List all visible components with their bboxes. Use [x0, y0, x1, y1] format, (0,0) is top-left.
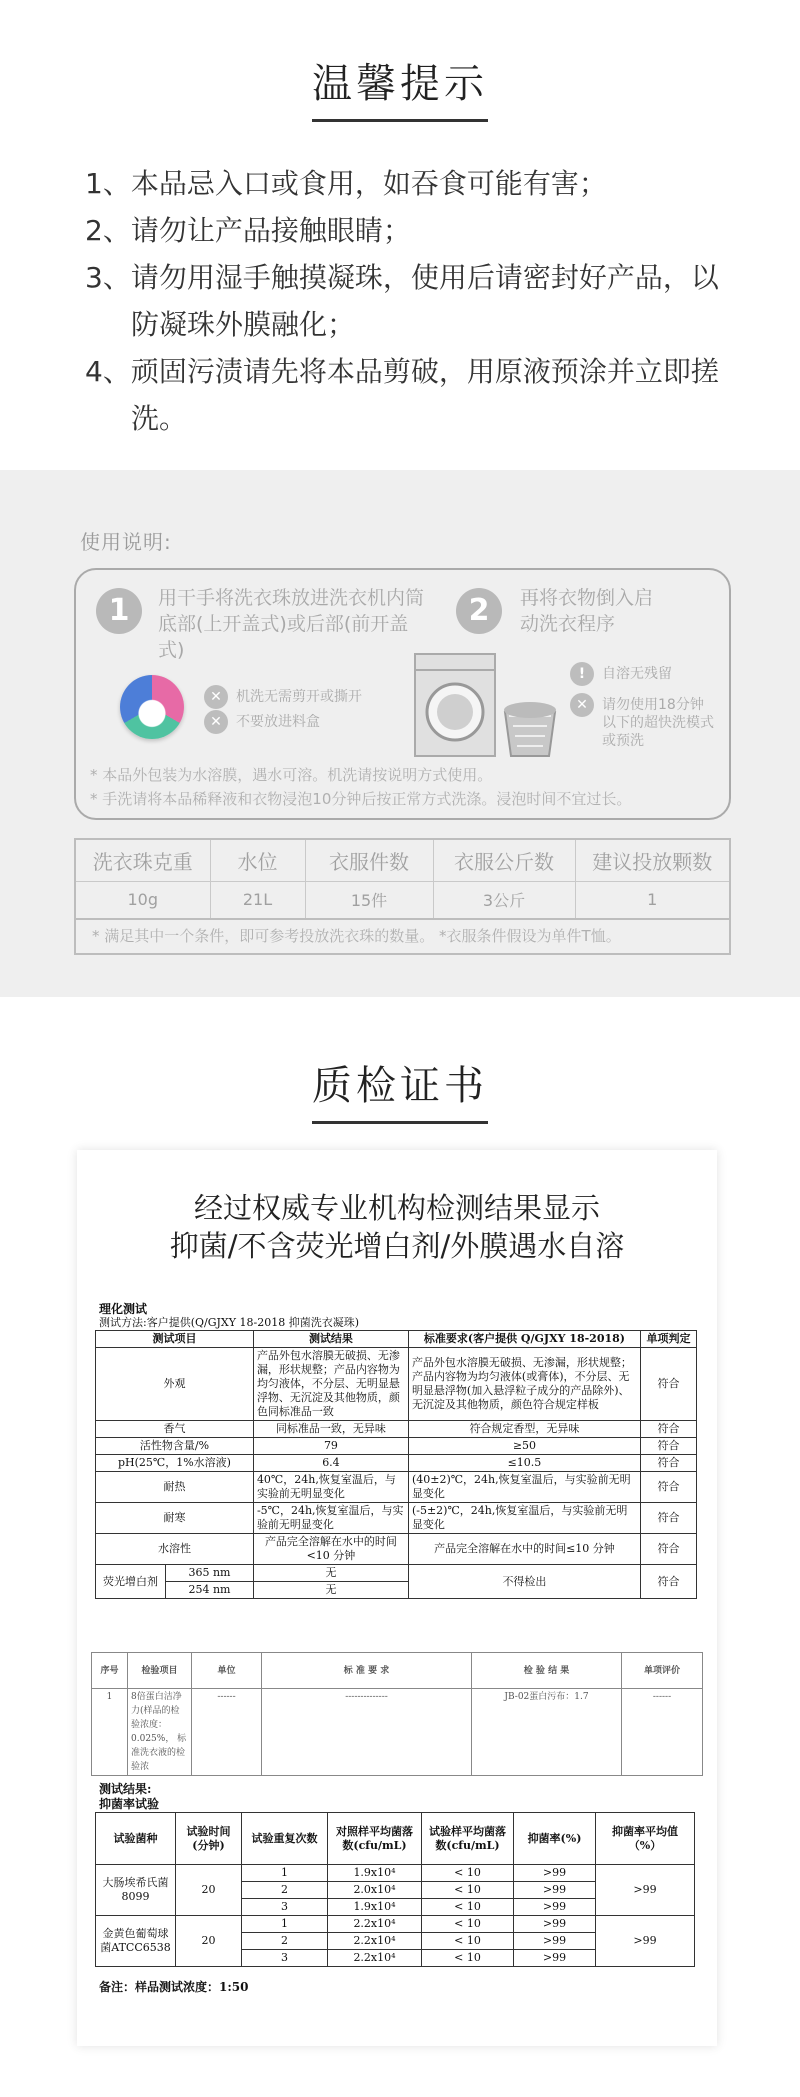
table-cell: 无 — [253, 1565, 408, 1582]
note-no-drawer: 不要放进料盒 — [236, 714, 320, 730]
secondary-report-table — [91, 1652, 703, 1776]
table-cell: 10g — [75, 881, 210, 919]
table-cell: 符合 — [640, 1472, 696, 1503]
tip-item: 1、本品忌入口或食用，如吞食可能有害； — [85, 167, 607, 200]
table-cell: 同标准品一致，无异味 — [253, 1421, 408, 1438]
cert-title: 质检证书 — [0, 1054, 800, 1124]
tips-list — [85, 160, 745, 442]
table-cell: < 10 — [422, 1933, 514, 1950]
table-header: 试验重复次数 — [242, 1813, 328, 1865]
note-no-cut: 机洗无需剪开或撕开 — [236, 689, 362, 705]
antibac-note: 备注：样品测试浓度：1:50 — [99, 1980, 249, 1994]
table-header: 水位 — [210, 839, 305, 881]
table-cell: < 10 — [422, 1882, 514, 1899]
table-cell: 香气 — [96, 1421, 254, 1438]
table-cell: 2.2x10⁴ — [328, 1933, 422, 1950]
table-cell: >99 — [514, 1916, 596, 1933]
table-cell: JB-02蛋白污布：1.7 — [472, 1689, 622, 1776]
table-cell: 大肠埃希氏菌8099 — [96, 1865, 176, 1916]
table-cell: 15件 — [305, 881, 433, 919]
table-cell: 3 — [242, 1950, 328, 1967]
table-cell: 耐热 — [96, 1472, 254, 1503]
table-cell: pH(25℃，1%水溶液) — [96, 1455, 254, 1472]
note-no-quick-wash: 请勿使用18分钟以下的超快洗模式或预洗 — [602, 697, 714, 749]
table-cell: < 10 — [422, 1865, 514, 1882]
table-cell: 2 — [242, 1933, 328, 1950]
table-cell: 79 — [253, 1438, 408, 1455]
physchem-method: 测试方法:客户提供(Q/GJXY 18-2018 抑菌洗衣凝珠) — [99, 1316, 360, 1329]
table-cell: 产品完全溶解在水中的时间≤10 分钟 — [408, 1534, 640, 1565]
table-cell: >99 — [514, 1865, 596, 1882]
note-self-dissolve: 自溶无残留 — [602, 666, 672, 682]
tip-item: 3、请勿用湿手触摸凝珠，使用后请密封好产品，以防凝珠外膜融化； — [85, 261, 719, 341]
table-cell: 365 nm — [166, 1565, 254, 1582]
table-cell: 金黄色葡萄球菌ATCC6538 — [96, 1916, 176, 1967]
table-cell: 2.2x10⁴ — [328, 1916, 422, 1933]
table-header: 测试项目 — [96, 1331, 254, 1348]
table-cell: 3公斤 — [433, 881, 575, 919]
usage-heading: 使用说明: — [80, 530, 172, 554]
table-cell: ------ — [622, 1689, 703, 1776]
table-cell: 1 — [575, 881, 730, 919]
antibac-result-title: 测试结果: — [99, 1782, 152, 1796]
table-cell: 水溶性 — [96, 1534, 254, 1565]
table-cell: 外观 — [96, 1348, 254, 1421]
exclamation-icon: ! — [570, 662, 594, 686]
table-cell: 荧光增白剂 — [96, 1565, 166, 1599]
usage-footnote: * 本品外包装为水溶膜，遇水可溶。机洗请按说明方式使用。 — [90, 766, 493, 784]
table-cell: 耐寒 — [96, 1503, 254, 1534]
table-header: 试验菌种 — [96, 1813, 176, 1865]
table-cell: 1.9x10⁴ — [328, 1899, 422, 1916]
table-header: 试验时间(分钟) — [176, 1813, 242, 1865]
step-2-text: 再将衣物倒入启动洗衣程序 — [520, 587, 654, 635]
table-cell: < 10 — [422, 1899, 514, 1916]
table-cell: 1 — [242, 1865, 328, 1882]
table-header: 测试结果 — [253, 1331, 408, 1348]
table-cell: >99 — [596, 1865, 695, 1916]
table-cell: 254 nm — [166, 1582, 254, 1599]
table-cell: 2 — [242, 1882, 328, 1899]
table-cell: 符合 — [640, 1438, 696, 1455]
table-header: 标 准 要 求 — [262, 1653, 472, 1689]
table-cell: 符合 — [640, 1534, 696, 1565]
table-header: 抑菌率(%) — [514, 1813, 596, 1865]
table-cell: (40±2)℃，24h,恢复室温后，与实验前无明显变化 — [408, 1472, 640, 1503]
tip-item: 2、请勿让产品接触眼睛； — [85, 214, 411, 247]
table-cell: 符合 — [640, 1421, 696, 1438]
table-header: 试验样平均菌落数(cfu/mL) — [422, 1813, 514, 1865]
table-cell: 2.0x10⁴ — [328, 1882, 422, 1899]
table-header: 建议投放颗数 — [575, 839, 730, 881]
table-cell: 产品外包水溶膜无破损、无渗漏，形状规整；产品内容物为均匀液体(或膏体)，不分层、无明显悬浮物(加入悬浮粒子成分的产品除外)、无沉淀及其他物质，颜色符合规定样板 — [408, 1348, 640, 1421]
table-cell: >99 — [514, 1899, 596, 1916]
table-cell: 产品外包水溶膜无破损、无渗漏，形状规整；产品内容物为均匀液体，不分层、无明显悬浮物、无沉淀及其他物质，颜色同标准品一致 — [253, 1348, 408, 1421]
table-cell: < 10 — [422, 1950, 514, 1967]
table-cell: 不得检出 — [408, 1565, 640, 1599]
table-cell: 无 — [253, 1582, 408, 1599]
tips-title: 温馨提示 — [0, 52, 800, 122]
table-cell: ≤10.5 — [408, 1455, 640, 1472]
table-cell: 8倍蛋白洁净力(样品的检验浓度：0.025%， 标准洗衣液的检验浓 — [128, 1689, 192, 1776]
step-2-number: 2 — [456, 588, 502, 634]
scissors-cross-icon: ✕ — [204, 685, 228, 709]
table-cell: 2.2x10⁴ — [328, 1950, 422, 1967]
table-cell: 20 — [176, 1916, 242, 1967]
table-header: 单位 — [192, 1653, 262, 1689]
table-header: 检验项目 — [128, 1653, 192, 1689]
table-cell: 符合 — [640, 1503, 696, 1534]
antibac-title: 抑菌率试验 — [99, 1797, 160, 1811]
table-cell: 活性物含量/% — [96, 1438, 254, 1455]
table-header: 序号 — [92, 1653, 128, 1689]
usage-footnote: * 手洗请将本品稀释液和衣物浸泡10分钟后按正常方式洗涤。浸泡时间不宜过长。 — [90, 790, 632, 808]
table-cell: -5℃，24h,恢复室温后，与实验前无明显变化 — [253, 1503, 408, 1534]
laundry-pod-icon — [120, 675, 184, 739]
washing-machine-icon — [413, 652, 563, 762]
table-header: 抑菌率平均值（%） — [596, 1813, 695, 1865]
table-cell: ≥50 — [408, 1438, 640, 1455]
table-header: 标准要求(客户提供 Q/GJXY 18-2018) — [408, 1331, 640, 1348]
table-cell: 40℃，24h,恢复室温后，与实验前无明显变化 — [253, 1472, 408, 1503]
table-header: 对照样平均菌落数(cfu/mL) — [328, 1813, 422, 1865]
table-cell: 1.9x10⁴ — [328, 1865, 422, 1882]
cert-headline: 抑菌/不含荧光增白剂/外膜遇水自溶 — [169, 1229, 625, 1263]
cert-headline: 经过权威专业机构检测结果显示 — [193, 1191, 600, 1225]
table-cell: >99 — [596, 1916, 695, 1967]
table-cell: >99 — [514, 1882, 596, 1899]
table-footnote: * 满足其中一个条件，即可参考投放洗衣珠的数量。 *衣服条件假设为单件T恤。 — [74, 919, 731, 955]
step-1-text: 用干手将洗衣珠放进洗衣机内筒底部(上开盖式)或后部(前开盖式) — [158, 587, 425, 661]
dosage-table — [74, 838, 731, 920]
table-cell: >99 — [514, 1933, 596, 1950]
table-cell: 1 — [242, 1916, 328, 1933]
table-header: 洗衣珠克重 — [75, 839, 210, 881]
physchem-title: 理化测试 — [99, 1302, 148, 1316]
table-header: 单项判定 — [640, 1331, 696, 1348]
table-cell: 符合规定香型，无异味 — [408, 1421, 640, 1438]
table-header: 衣服公斤数 — [433, 839, 575, 881]
table-cell: 产品完全溶解在水中的时间<10 分钟 — [253, 1534, 408, 1565]
cross-icon: ✕ — [570, 693, 594, 717]
table-cell: 6.4 — [253, 1455, 408, 1472]
table-cell: 符合 — [640, 1455, 696, 1472]
table-cell: 符合 — [640, 1348, 696, 1421]
tip-item: 4、顽固污渍请先将本品剪破，用原液预涂并立即搓洗。 — [85, 355, 719, 435]
physchem-table — [95, 1330, 697, 1599]
table-cell: ------ — [192, 1689, 262, 1776]
table-cell: 3 — [242, 1899, 328, 1916]
table-cell: (-5±2)℃，24h,恢复室温后，与实验前无明显变化 — [408, 1503, 640, 1534]
table-cell: < 10 — [422, 1916, 514, 1933]
table-cell: >99 — [514, 1950, 596, 1967]
antibacterial-table — [95, 1812, 695, 1967]
table-cell: 1 — [92, 1689, 128, 1776]
table-header: 检 验 结 果 — [472, 1653, 622, 1689]
table-header: 衣服件数 — [305, 839, 433, 881]
table-cell: -------------- — [262, 1689, 472, 1776]
cross-icon: ✕ — [204, 710, 228, 734]
table-cell: 符合 — [640, 1565, 696, 1599]
table-cell: 20 — [176, 1865, 242, 1916]
table-cell: 21L — [210, 881, 305, 919]
certificate-card — [77, 1150, 717, 2046]
table-header: 单项评价 — [622, 1653, 703, 1689]
step-1-number: 1 — [96, 588, 142, 634]
